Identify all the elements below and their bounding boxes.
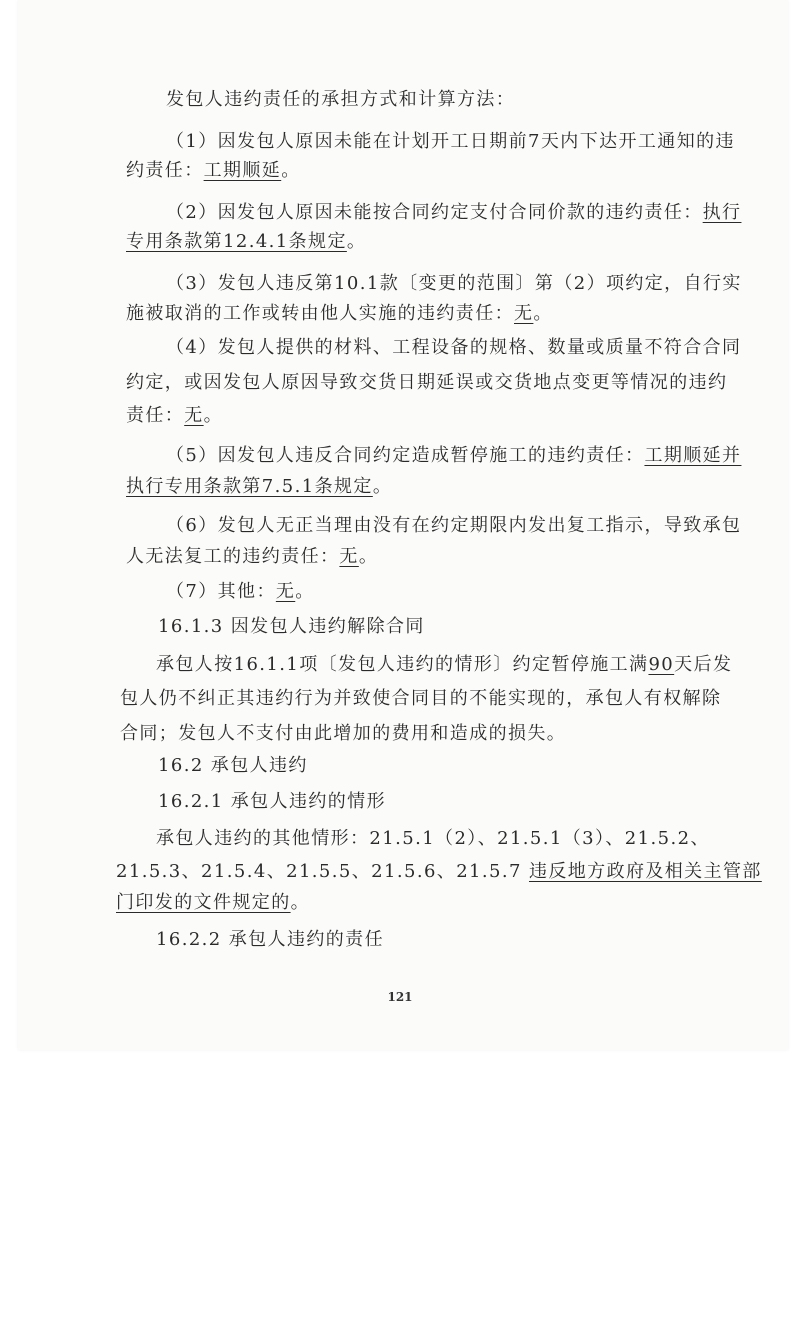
text-line bbox=[0, 649, 800, 681]
text-segment: 。 bbox=[290, 892, 311, 913]
text-line bbox=[0, 823, 800, 855]
text-line bbox=[0, 400, 800, 432]
text-segment: （7）其他： bbox=[166, 581, 276, 602]
underlined-value: 无 bbox=[514, 303, 534, 324]
underlined-value: 执行 bbox=[702, 202, 742, 223]
text-segment: 16.1.3 因发包人违约解除合同 bbox=[158, 616, 425, 637]
text-segment: 。 bbox=[281, 160, 301, 181]
text-line bbox=[0, 718, 800, 750]
underlined-value: 无 bbox=[184, 405, 204, 426]
underlined-value: 执行专用条款第7.5.1条规定 bbox=[126, 476, 373, 497]
text-segment: 21.5.3、21.5.4、21.5.5、21.5.6、21.5.7 bbox=[116, 861, 529, 882]
text-segment: 16.2.2 承包人违约的责任 bbox=[156, 929, 384, 950]
underlined-value: 工期顺延 bbox=[203, 160, 282, 181]
underlined-value: 专用条款第12.4.1条规定 bbox=[126, 231, 347, 252]
text-segment: （3）发包人违反第10.1款〔变更的范围〕第（2）项约定，自行实 bbox=[166, 273, 742, 294]
text-line bbox=[0, 367, 800, 399]
text-line bbox=[0, 510, 800, 542]
text-segment: （1）因发包人原因未能在计划开工日期前7天内下达开工通知的违 bbox=[166, 131, 735, 152]
text-segment: 16.2 承包人违约 bbox=[158, 755, 308, 776]
text-line bbox=[0, 887, 800, 919]
text-segment: 。 bbox=[203, 405, 224, 426]
text-segment: 约定，或因发包人原因导致交货日期延误或交货地点变更等情况的违约 bbox=[126, 372, 728, 393]
underlined-value: 门印发的文件规定的 bbox=[116, 892, 291, 913]
text-segment: 16.2.1 承包人违约的情形 bbox=[158, 791, 386, 812]
text-line bbox=[0, 226, 800, 258]
text-line bbox=[0, 155, 800, 187]
text-segment: 承包人违约的其他情形：21.5.1（2）、21.5.1（3）、21.5.2、 bbox=[156, 828, 710, 849]
text-segment: （2）因发包人原因未能按合同约定支付合同价款的违约责任： bbox=[166, 202, 703, 223]
text-segment: 包人仍不纠正其违约行为并致使合同目的不能实现的，承包人有权解除 bbox=[120, 688, 722, 709]
underlined-value: 工期顺延并 bbox=[644, 445, 742, 466]
text-line bbox=[0, 856, 800, 888]
text-segment: 。 bbox=[295, 581, 315, 602]
text-line bbox=[0, 298, 800, 330]
text-segment: 约责任： bbox=[126, 160, 204, 181]
text-line bbox=[0, 471, 800, 503]
text-segment: 合同；发包人不支付由此增加的费用和造成的损失。 bbox=[120, 723, 567, 744]
underlined-value: 无 bbox=[275, 581, 296, 602]
text-segment: 施被取消的工作或转由他人实施的违约责任： bbox=[126, 303, 514, 324]
text-segment: 人无法复工的违约责任： bbox=[126, 546, 340, 567]
underlined-value: 违反地方政府及相关主管部 bbox=[528, 861, 762, 882]
section-heading bbox=[0, 611, 800, 643]
section-heading bbox=[0, 750, 800, 782]
page-number: 121 bbox=[387, 990, 413, 1004]
text-segment: 承包人按16.1.1项〔发包人违约的情形〕约定暂停施工满 bbox=[156, 654, 649, 675]
text-segment: （6）发包人无正当理由没有在约定期限内发出复工指示，导致承包 bbox=[166, 515, 742, 536]
text-line bbox=[0, 541, 800, 573]
text-line bbox=[0, 84, 800, 116]
text-segment: （5）因发包人违反合同约定造成暂停施工的违约责任： bbox=[166, 445, 645, 466]
text-segment: 责任： bbox=[126, 405, 185, 426]
underlined-value: 无 bbox=[339, 546, 359, 567]
underlined-value: 90 bbox=[648, 654, 675, 675]
text-segment: 天后发 bbox=[674, 654, 733, 675]
text-segment: 。 bbox=[372, 476, 393, 497]
text-segment: 。 bbox=[346, 231, 367, 252]
text-segment: 发包人违约责任的承担方式和计算方法： bbox=[166, 89, 516, 110]
text-line bbox=[0, 332, 800, 364]
text-line bbox=[0, 126, 800, 158]
text-segment: （4）发包人提供的材料、工程设备的规格、数量或质量不符合合同 bbox=[166, 337, 742, 358]
text-line bbox=[0, 197, 800, 229]
text-line bbox=[0, 268, 800, 300]
text-line bbox=[0, 576, 800, 608]
text-line bbox=[0, 683, 800, 715]
section-heading bbox=[0, 786, 800, 818]
text-line bbox=[0, 440, 800, 472]
text-segment: 。 bbox=[533, 303, 553, 324]
section-heading bbox=[0, 924, 800, 956]
text-segment: 。 bbox=[358, 546, 379, 567]
